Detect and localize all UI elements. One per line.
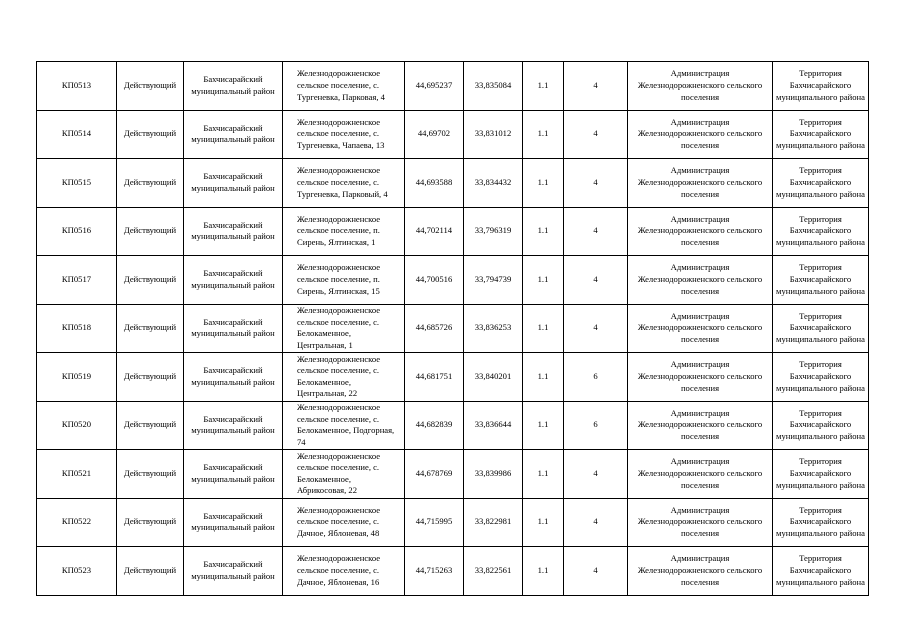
cell-district: Бахчисарайский муниципальный район	[184, 207, 283, 256]
cell-code: КП0519	[37, 353, 117, 402]
cell-district: Бахчисарайский муниципальный район	[184, 353, 283, 402]
cell-container-count: 4	[564, 498, 628, 547]
table-row	[37, 547, 869, 596]
table-row	[37, 256, 869, 305]
cell-longitude: 33,835084	[464, 62, 523, 111]
cell-owner: Администрация Железнодорожненского сельского поселения	[628, 110, 773, 159]
cell-status: Действующий	[117, 498, 184, 547]
table-row	[37, 62, 869, 111]
cell-container-count: 4	[564, 207, 628, 256]
cell-status: Действующий	[117, 159, 184, 208]
cell-latitude: 44,685726	[405, 304, 464, 353]
cell-district: Бахчисарайский муниципальный район	[184, 256, 283, 305]
cell-container-count: 4	[564, 547, 628, 596]
table-row	[37, 353, 869, 402]
table-row	[37, 207, 869, 256]
cell-address: Железнодорожненское сельское поселение, п. Сирень, Ялтинская, 1	[283, 207, 405, 256]
cell-territory: Территория Бахчисарайского муниципального района	[773, 450, 869, 499]
cell-type: 1.1	[523, 159, 564, 208]
cell-code: КП0516	[37, 207, 117, 256]
cell-code: КП0521	[37, 450, 117, 499]
cell-district: Бахчисарайский муниципальный район	[184, 401, 283, 450]
cell-longitude: 33,796319	[464, 207, 523, 256]
table-row	[37, 159, 869, 208]
cell-code: КП0514	[37, 110, 117, 159]
cell-district: Бахчисарайский муниципальный район	[184, 450, 283, 499]
cell-container-count: 4	[564, 304, 628, 353]
cell-territory: Территория Бахчисарайского муниципального района	[773, 256, 869, 305]
cell-latitude: 44,702114	[405, 207, 464, 256]
cell-latitude: 44,69702	[405, 110, 464, 159]
cell-type: 1.1	[523, 110, 564, 159]
cell-owner: Администрация Железнодорожненского сельского поселения	[628, 159, 773, 208]
cell-status: Действующий	[117, 401, 184, 450]
cell-status: Действующий	[117, 353, 184, 402]
cell-status: Действующий	[117, 450, 184, 499]
table-row	[37, 498, 869, 547]
cell-address: Железнодорожненское сельское поселение, с. Тургеневка, Чапаева, 13	[283, 110, 405, 159]
cell-type: 1.1	[523, 547, 564, 596]
table-row	[37, 450, 869, 499]
cell-container-count: 4	[564, 110, 628, 159]
cell-type: 1.1	[523, 498, 564, 547]
cell-latitude: 44,695237	[405, 62, 464, 111]
cell-owner: Администрация Железнодорожненского сельского поселения	[628, 401, 773, 450]
cell-territory: Территория Бахчисарайского муниципального района	[773, 110, 869, 159]
cell-district: Бахчисарайский муниципальный район	[184, 110, 283, 159]
container-sites-table	[36, 61, 869, 596]
cell-status: Действующий	[117, 62, 184, 111]
cell-owner: Администрация Железнодорожненского сельского поселения	[628, 256, 773, 305]
cell-latitude: 44,678769	[405, 450, 464, 499]
cell-container-count: 4	[564, 450, 628, 499]
cell-territory: Территория Бахчисарайского муниципального района	[773, 159, 869, 208]
cell-territory: Территория Бахчисарайского муниципального района	[773, 401, 869, 450]
table-row	[37, 401, 869, 450]
cell-district: Бахчисарайский муниципальный район	[184, 62, 283, 111]
cell-latitude: 44,693588	[405, 159, 464, 208]
cell-status: Действующий	[117, 110, 184, 159]
cell-container-count: 4	[564, 62, 628, 111]
cell-type: 1.1	[523, 304, 564, 353]
cell-type: 1.1	[523, 353, 564, 402]
cell-owner: Администрация Железнодорожненского сельского поселения	[628, 498, 773, 547]
cell-address: Железнодорожненское сельское поселение, с. Тургеневка, Парковая, 4	[283, 62, 405, 111]
cell-code: КП0523	[37, 547, 117, 596]
cell-district: Бахчисарайский муниципальный район	[184, 498, 283, 547]
cell-district: Бахчисарайский муниципальный район	[184, 547, 283, 596]
cell-owner: Администрация Железнодорожненского сельского поселения	[628, 62, 773, 111]
cell-code: КП0520	[37, 401, 117, 450]
cell-type: 1.1	[523, 207, 564, 256]
cell-container-count: 6	[564, 353, 628, 402]
cell-longitude: 33,822561	[464, 547, 523, 596]
cell-latitude: 44,681751	[405, 353, 464, 402]
cell-status: Действующий	[117, 207, 184, 256]
cell-longitude: 33,836253	[464, 304, 523, 353]
cell-owner: Администрация Железнодорожненского сельского поселения	[628, 207, 773, 256]
cell-owner: Администрация Железнодорожненского сельского поселения	[628, 353, 773, 402]
cell-longitude: 33,822981	[464, 498, 523, 547]
cell-latitude: 44,700516	[405, 256, 464, 305]
cell-code: КП0515	[37, 159, 117, 208]
cell-territory: Территория Бахчисарайского муниципального района	[773, 207, 869, 256]
table-body	[37, 62, 869, 596]
cell-district: Бахчисарайский муниципальный район	[184, 304, 283, 353]
cell-territory: Территория Бахчисарайского муниципального района	[773, 498, 869, 547]
cell-longitude: 33,794739	[464, 256, 523, 305]
cell-longitude: 33,834432	[464, 159, 523, 208]
cell-code: КП0518	[37, 304, 117, 353]
cell-type: 1.1	[523, 401, 564, 450]
cell-owner: Администрация Железнодорожненского сельского поселения	[628, 450, 773, 499]
cell-code: КП0513	[37, 62, 117, 111]
cell-container-count: 4	[564, 159, 628, 208]
cell-address: Железнодорожненское сельское поселение, с. Дачное, Яблоневая, 48	[283, 498, 405, 547]
cell-latitude: 44,715995	[405, 498, 464, 547]
cell-type: 1.1	[523, 62, 564, 111]
cell-type: 1.1	[523, 256, 564, 305]
cell-address: Железнодорожненское сельское поселение, с. Белокаменное, Центральная, 22	[283, 353, 405, 402]
cell-container-count: 6	[564, 401, 628, 450]
cell-address: Железнодорожненское сельское поселение, с. Дачное, Яблоневая, 16	[283, 547, 405, 596]
cell-container-count: 4	[564, 256, 628, 305]
cell-latitude: 44,715263	[405, 547, 464, 596]
cell-address: Железнодорожненское сельское поселение, с. Белокаменное, Центральная, 1	[283, 304, 405, 353]
cell-address: Железнодорожненское сельское поселение, с. Тургеневка, Парковый, 4	[283, 159, 405, 208]
cell-address: Железнодорожненское сельское поселение, п. Сирень, Ялтинская, 15	[283, 256, 405, 305]
cell-owner: Администрация Железнодорожненского сельского поселения	[628, 547, 773, 596]
cell-longitude: 33,840201	[464, 353, 523, 402]
cell-longitude: 33,839986	[464, 450, 523, 499]
cell-territory: Территория Бахчисарайского муниципального района	[773, 547, 869, 596]
cell-territory: Территория Бахчисарайского муниципального района	[773, 62, 869, 111]
cell-status: Действующий	[117, 304, 184, 353]
cell-code: КП0522	[37, 498, 117, 547]
cell-address: Железнодорожненское сельское поселение, с. Белокаменное, Абрикосовая, 22	[283, 450, 405, 499]
cell-territory: Территория Бахчисарайского муниципального района	[773, 353, 869, 402]
cell-address: Железнодорожненское сельское поселение, с. Белокаменное, Подгорная, 74	[283, 401, 405, 450]
cell-status: Действующий	[117, 256, 184, 305]
cell-status: Действующий	[117, 547, 184, 596]
cell-longitude: 33,836644	[464, 401, 523, 450]
table-row	[37, 110, 869, 159]
table-row	[37, 304, 869, 353]
cell-territory: Территория Бахчисарайского муниципального района	[773, 304, 869, 353]
cell-code: КП0517	[37, 256, 117, 305]
cell-district: Бахчисарайский муниципальный район	[184, 159, 283, 208]
cell-longitude: 33,831012	[464, 110, 523, 159]
cell-type: 1.1	[523, 450, 564, 499]
cell-owner: Администрация Железнодорожненского сельского поселения	[628, 304, 773, 353]
cell-latitude: 44,682839	[405, 401, 464, 450]
